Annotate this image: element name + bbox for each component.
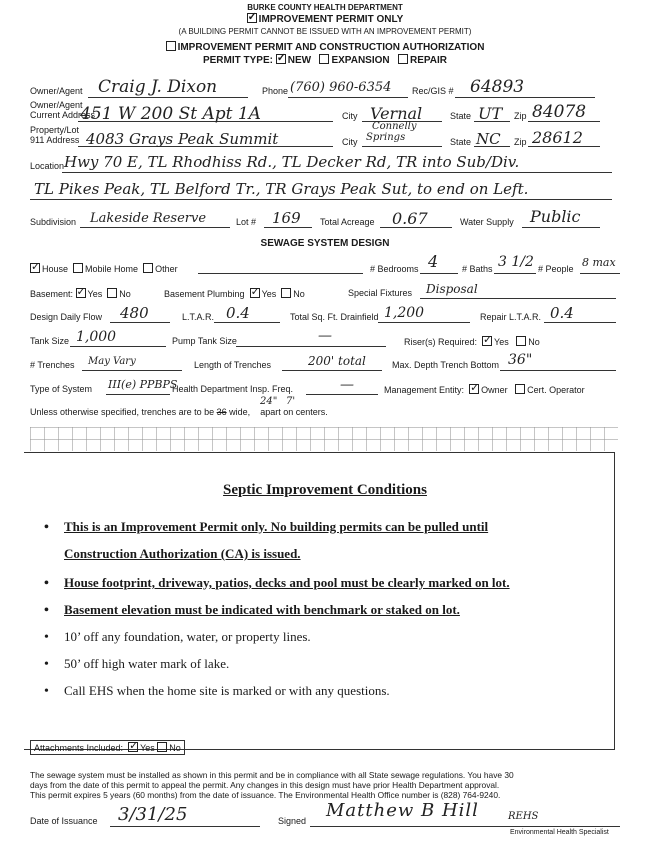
trench-length-label: Length of Trenches — [194, 360, 272, 370]
phone-value[interactable]: (760) 960-6354 — [290, 80, 392, 95]
permit-title: ✓IMPROVEMENT PERMIT ONLY — [0, 13, 650, 25]
trench-length-value[interactable]: 200' total — [308, 354, 366, 368]
current-address-label: Owner/Agent Current Address — [30, 100, 96, 120]
dwelling-type-row: ✓House Mobile Home Other — [30, 263, 178, 274]
signature-suffix: REHS — [508, 811, 539, 822]
baths-value[interactable]: 3 1/2 — [498, 254, 534, 270]
tank-size-value[interactable]: 1,000 — [76, 329, 117, 345]
riser-yes-checkbox[interactable] — [482, 336, 492, 346]
basement-no-checkbox[interactable] — [107, 288, 117, 298]
plumbing-yes-checkbox[interactable] — [250, 288, 260, 298]
state-label: State — [450, 111, 472, 121]
owner-name[interactable]: Craig J. Dixon — [98, 77, 218, 97]
footer-notice: The sewage system must be installed as shown in this permit and be in compliance with all State sewage regulations. You have 30 days from the date of this permit to appeal the permit. Any changes in this design must have prior Health Department approval. This permit expires 5 years (60 months) from the date of issuance. The Environmental Health Office number is (828) 764-9240. — [30, 770, 514, 800]
attachments-yes-checkbox[interactable] — [128, 742, 138, 752]
zip-value[interactable]: 84078 — [532, 102, 587, 122]
city-value[interactable]: Vernal — [370, 104, 423, 123]
trench-depth-value[interactable]: 36" — [508, 352, 533, 368]
pump-tank-value[interactable]: — — [318, 328, 332, 344]
special-fixtures-label: Special Fixtures — [348, 288, 413, 298]
attachments-row: Attachments Included: ✓ Yes No — [30, 740, 185, 755]
trench-apart-value[interactable]: 7' — [286, 396, 296, 407]
property-city-value[interactable]: Connelly Springs — [366, 121, 417, 143]
trenches-label: # Trenches — [30, 360, 75, 370]
owner-agent-label: Owner/Agent — [30, 86, 83, 96]
construction-auth-checkbox[interactable] — [166, 41, 176, 51]
owner-checkbox[interactable] — [469, 384, 479, 394]
type-repair-checkbox[interactable] — [398, 54, 408, 64]
condition-item-1-cont: Construction Authorization (CA) is issued. — [64, 546, 301, 561]
ltar-value[interactable]: 0.4 — [226, 304, 250, 322]
permit-type-row: PERMIT TYPE: ✓ NEW EXPANSION REPAIR — [0, 54, 650, 66]
subdivision-value[interactable]: Lakeside Reserve — [90, 211, 207, 226]
current-address-value[interactable]: 451 W 200 St Apt 1A — [80, 104, 261, 124]
repair-ltar-value[interactable]: 0.4 — [550, 304, 574, 322]
basement-yes-checkbox[interactable] — [76, 288, 86, 298]
permit-note: (A BUILDING PERMIT CANNOT BE ISSUED WITH AN IMPROVEMENT PERMIT) — [178, 27, 472, 36]
state-value[interactable]: UT — [478, 104, 503, 123]
daily-flow-label: Design Daily Flow — [30, 312, 103, 322]
signed-label: Signed — [278, 816, 307, 826]
basement-row: Basement: ✓ Yes No — [30, 288, 131, 299]
house-checkbox[interactable] — [30, 263, 40, 273]
signature: Matthew B Hill — [326, 800, 479, 821]
system-type-label: Type of System — [30, 384, 93, 394]
insp-freq-value[interactable]: — — [340, 377, 354, 393]
issuance-date-label: Date of Issuance — [30, 816, 98, 826]
pump-tank-label: Pump Tank Size — [172, 336, 237, 346]
phone-label: Phone — [262, 86, 289, 96]
trenches-value[interactable]: May Vary — [88, 356, 136, 367]
plumbing-no-checkbox[interactable] — [281, 288, 291, 298]
improvement-only-checkbox[interactable] — [247, 13, 257, 23]
property-zip-label: Zip — [514, 137, 527, 147]
grid-area — [30, 427, 618, 451]
attachments-no-checkbox[interactable] — [157, 742, 167, 752]
issuance-date-value[interactable]: 3/31/25 — [118, 804, 188, 825]
people-label: # People — [538, 264, 574, 274]
lot-value[interactable]: 169 — [272, 209, 301, 227]
rec-gis-label: Rec/GIS # — [412, 86, 454, 96]
tank-size-label: Tank Size — [30, 336, 70, 346]
zip-label: Zip — [514, 111, 527, 121]
permit-title-2: IMPROVEMENT PERMIT AND CONSTRUCTION AUTHORIZATION — [0, 41, 650, 53]
basement-plumbing-row: Basement Plumbing ✓ Yes No — [164, 288, 305, 299]
type-new-checkbox[interactable] — [276, 54, 286, 64]
mobile-home-checkbox[interactable] — [73, 263, 83, 273]
people-value[interactable]: 8 max — [582, 256, 616, 269]
ehs-title: Environmental Health Specialist — [510, 829, 609, 836]
condition-item-6: • Call EHS when the home site is marked or with any questions. — [44, 683, 390, 699]
conditions-title: Septic Improvement Conditions — [223, 482, 427, 498]
cert-operator-checkbox[interactable] — [515, 384, 525, 394]
repair-ltar-label: Repair L.T.A.R. — [480, 312, 542, 322]
lot-label: Lot # — [236, 217, 257, 227]
system-type-value[interactable]: III(e) PPBPS — [108, 378, 178, 391]
management-entity-row: Management Entity: ✓ Owner Cert. Operator — [384, 384, 585, 395]
drainfield-value[interactable]: 1,200 — [384, 305, 425, 321]
riser-no-checkbox[interactable] — [516, 336, 526, 346]
insp-freq-label: Health Department Insp. Freq. — [172, 384, 294, 394]
daily-flow-value[interactable]: 480 — [120, 304, 149, 322]
subdivision-label: Subdivision — [30, 217, 77, 227]
printed-width: 36 — [216, 407, 227, 417]
other-checkbox[interactable] — [143, 263, 153, 273]
sewage-section-title: SEWAGE SYSTEM DESIGN — [260, 238, 390, 249]
trench-depth-label: Max. Depth Trench Bottom — [392, 360, 500, 370]
location-line-2[interactable]: TL Pikes Peak, TL Belford Tr., TR Grays Peak Sut, to end on Left. — [34, 180, 529, 198]
property-city-label: City — [342, 137, 358, 147]
special-fixtures-value[interactable]: Disposal — [426, 282, 478, 296]
condition-item-3: • Basement elevation must be indicated with benchmark or staked on lot. — [44, 602, 460, 618]
condition-item-4: • 10’ off any foundation, water, or property lines. — [44, 629, 311, 645]
acreage-value[interactable]: 0.67 — [392, 209, 428, 228]
property-state-label: State — [450, 137, 472, 147]
property-address-label: Property/Lot 911 Address — [30, 125, 80, 145]
riser-row: Riser(s) Required: ✓ Yes No — [404, 336, 540, 347]
rec-gis-value[interactable]: 64893 — [470, 77, 525, 97]
department-name: BURKE COUNTY HEALTH DEPARTMENT — [247, 3, 403, 12]
water-supply-value[interactable]: Public — [530, 207, 581, 226]
water-supply-label: Water Supply — [460, 217, 514, 227]
bedrooms-value[interactable]: 4 — [428, 252, 439, 271]
location-label: Location — [30, 161, 65, 171]
property-state-value[interactable]: NC — [476, 130, 501, 148]
ltar-label: L.T.A.R. — [182, 312, 215, 322]
property-zip-value[interactable]: 28612 — [532, 128, 583, 147]
bedrooms-label: # Bedrooms — [370, 264, 419, 274]
type-expansion-checkbox[interactable] — [319, 54, 329, 64]
trench-spacing-note: Unless otherwise specified, trenches are to be 36 wide, apart on centers. — [30, 407, 328, 417]
city-label: City — [342, 111, 358, 121]
drainfield-label: Total Sq. Ft. Drainfield — [290, 312, 379, 322]
condition-item-1: • This is an Improvement Permit only. No building permits can be pulled until — [44, 519, 489, 535]
baths-label: # Baths — [462, 264, 493, 274]
condition-item-5: • 50’ off high water mark of lake. — [44, 656, 230, 672]
trench-width-value[interactable]: 24" — [260, 396, 278, 407]
acreage-label: Total Acreage — [320, 217, 375, 227]
property-address-value[interactable]: 4083 Grays Peak Summit — [86, 130, 279, 148]
condition-item-2: • House footprint, driveway, patios, decks and pool must be clearly marked on lot. — [44, 575, 510, 591]
location-line-1[interactable]: Hwy 70 E, TL Rhodhiss Rd., TL Decker Rd, TR into Sub/Div. — [64, 153, 520, 171]
